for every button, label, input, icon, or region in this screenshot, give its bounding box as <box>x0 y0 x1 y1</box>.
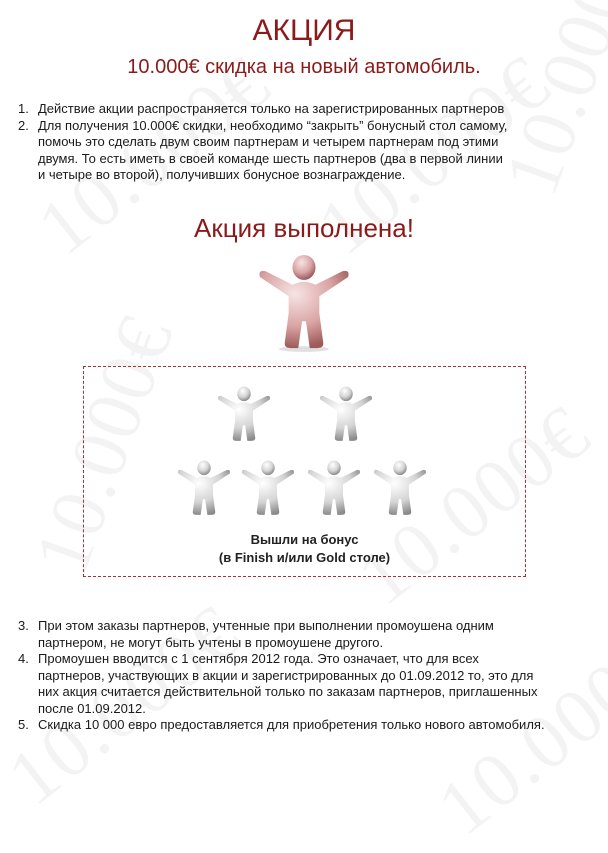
rules-list-bottom <box>18 618 590 734</box>
rule-number: 1. <box>18 101 29 116</box>
rule-number: 3. <box>18 618 29 633</box>
person-arms-raised-icon <box>216 381 272 447</box>
rule-line: Для получения 10.000€ скидки, необходимо “закрыть” бонусный стол самому, <box>38 117 508 133</box>
promotion-completed-heading: Акция выполнена! <box>194 213 414 243</box>
rule-line: партнеров, участвующих в акции и зарегистрированных до 01.09.2012 то, это для <box>38 667 534 683</box>
bonus-caption <box>83 531 526 567</box>
rule-item <box>18 717 590 734</box>
rule-item <box>18 118 590 184</box>
rules-list-top <box>18 101 590 184</box>
rule-line: Скидка 10 000 евро предоставляется для приобретения только нового автомобиля. <box>38 717 545 732</box>
rule-line: партнером, не могут быть учтены в промоушене другого. <box>38 634 384 650</box>
rule-number: 5. <box>18 717 29 732</box>
rule-item <box>18 618 590 651</box>
bonus-caption-line: (в Finish и/или Gold столе) <box>218 550 391 565</box>
person-arms-raised-icon <box>256 246 352 358</box>
rule-number: 4. <box>18 651 29 666</box>
person-arms-raised-icon <box>240 455 296 521</box>
bonus-caption-line: Вышли на бонус <box>250 532 359 547</box>
page-title: АКЦИЯ <box>252 14 356 47</box>
page-subtitle: 10.000€ скидка на новый автомобиль. <box>127 56 481 78</box>
rule-line: двумя. То есть иметь в своей команде шесть партнеров (два в первой линии <box>38 150 503 166</box>
person-arms-raised-icon <box>176 455 232 521</box>
rule-line: Действие акции распространяется только на зарегистрированных партнеров <box>38 101 505 116</box>
rule-item <box>18 651 590 717</box>
rule-line: помочь это сделать двум своим партнерам и четырем партнерам под этими <box>38 134 499 149</box>
rule-line: них акция считается действительной только по заказам партнеров, приглашенных <box>38 684 538 699</box>
person-arms-raised-icon <box>372 455 428 521</box>
person-arms-raised-icon <box>318 381 374 447</box>
rule-item <box>18 101 590 118</box>
person-arms-raised-icon <box>306 455 362 521</box>
rule-line: Промоушен вводится с 1 сентября 2012 года. Это означает, что для всех <box>38 651 479 666</box>
rule-line: после 01.09.2012. <box>38 700 146 716</box>
rule-line: и четыре во второй), получивших бонусное вознаграждение. <box>38 167 406 182</box>
rule-line: При этом заказы партнеров, учтенные при выполнении промоушена одним <box>38 618 494 633</box>
rule-number: 2. <box>18 117 29 133</box>
